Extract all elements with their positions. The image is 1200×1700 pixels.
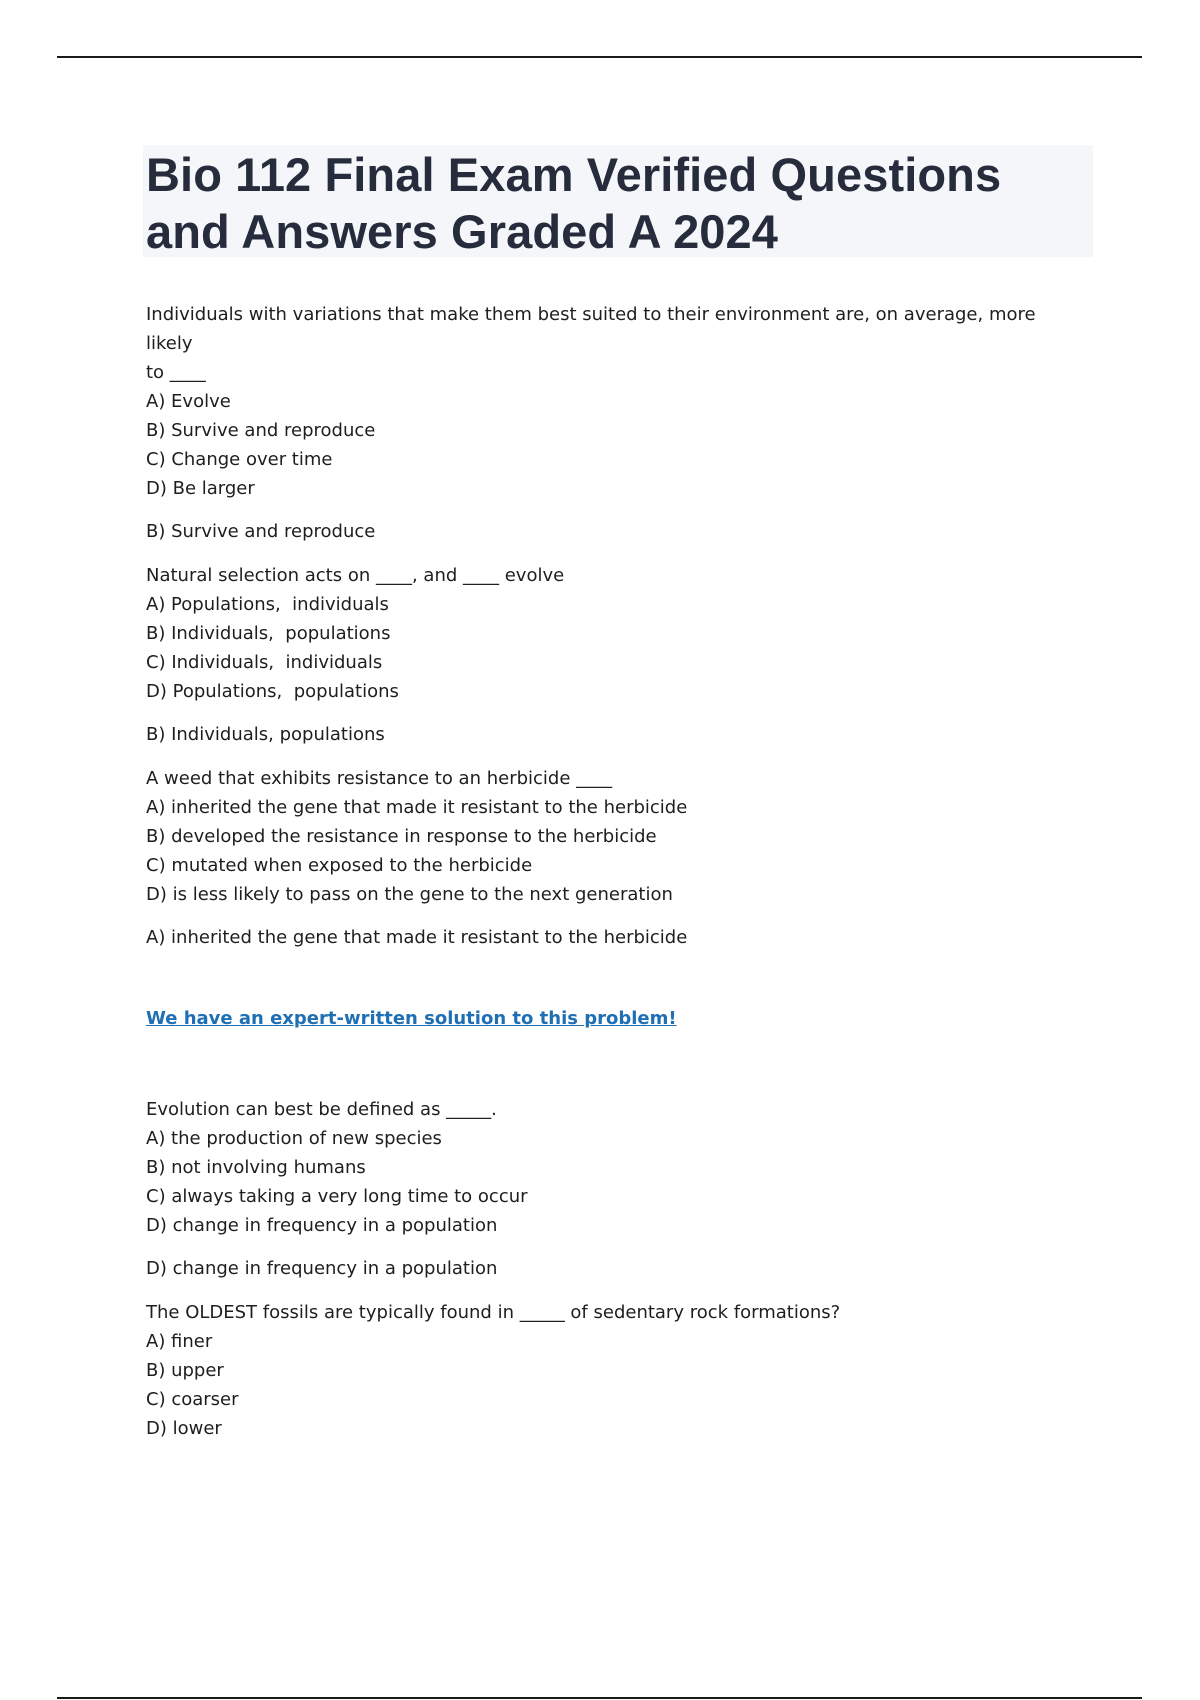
question-block [146,1095,1086,1283]
answer-text: B) Survive and reproduce [146,521,376,542]
option-b: B) Survive and reproduce [146,420,376,441]
question-text: The OLDEST fossils are typically found in _____ of sedentary rock formations? [146,1302,841,1323]
option-c: C) always taking a very long time to occur [146,1186,528,1207]
option-b: B) upper [146,1360,224,1381]
option-d: D) is less likely to pass on the gene to the next generation [146,884,673,905]
document-body [146,300,1086,1443]
top-rule [57,56,1142,58]
answer-text: D) change in frequency in a population [146,1258,498,1279]
option-b: B) developed the resistance in response to the herbicide [146,826,657,847]
question-block [146,561,1086,749]
question-block [146,300,1086,546]
option-d: D) Be larger [146,478,255,499]
option-c: C) Individuals, individuals [146,652,383,673]
option-c: C) Change over time [146,449,333,470]
option-c: C) coarser [146,1389,239,1410]
expert-solution-link[interactable]: We have an expert-written solution to this problem! [146,1008,677,1029]
option-a: A) the production of new species [146,1128,442,1149]
option-d: D) Populations, populations [146,681,399,702]
option-b: B) not involving humans [146,1157,366,1178]
option-a: A) inherited the gene that made it resistant to the herbicide [146,797,688,818]
question-text: Individuals with variations that make them best suited to their environment are, on average, more likely [146,304,1042,354]
answer-text: A) inherited the gene that made it resistant to the herbicide [146,927,688,948]
question-text: Natural selection acts on ____, and ____ evolve [146,565,565,586]
answer-text: B) Individuals, populations [146,724,385,745]
option-c: C) mutated when exposed to the herbicide [146,855,533,876]
question-text: A weed that exhibits resistance to an herbicide ____ [146,768,613,789]
question-text: to ____ [146,362,206,383]
question-block [146,1298,1086,1443]
option-a: A) Evolve [146,391,231,412]
question-block [146,764,1086,952]
option-b: B) Individuals, populations [146,623,391,644]
question-text: Evolution can best be defined as _____. [146,1099,497,1120]
bottom-rule [57,1697,1142,1699]
option-a: A) finer [146,1331,213,1352]
option-d: D) lower [146,1418,222,1439]
option-d: D) change in frequency in a population [146,1215,498,1236]
promo-section [146,1004,1086,1033]
option-a: A) Populations, individuals [146,594,389,615]
page-title: Bio 112 Final Exam Verified Questions and Answers Graded A 2024 [146,148,1002,258]
